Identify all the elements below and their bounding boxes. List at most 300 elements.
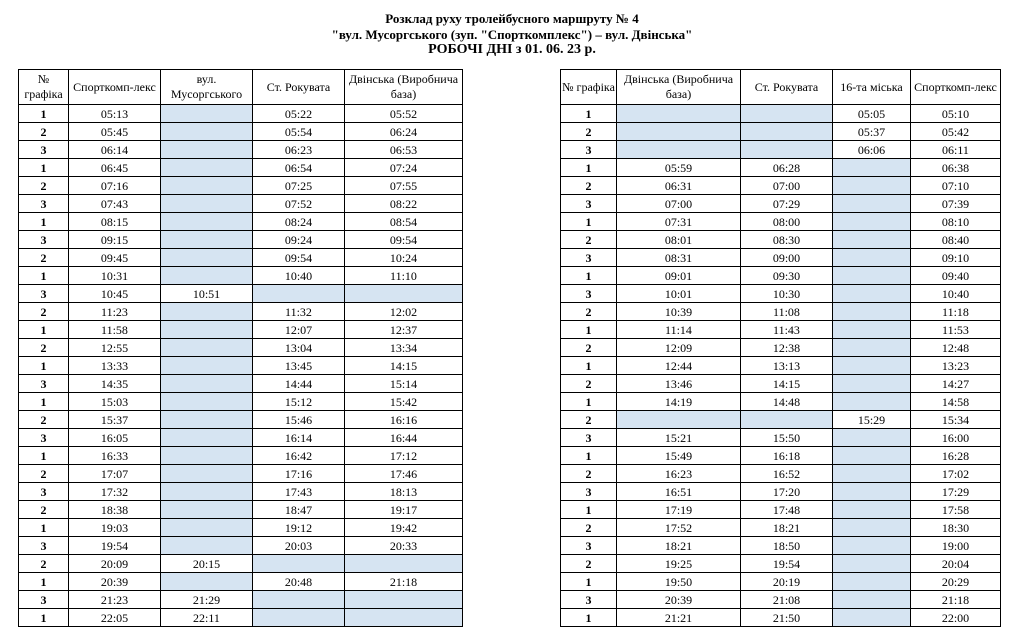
schedule-number-cell: 3 <box>561 285 617 303</box>
time-cell <box>345 609 463 627</box>
table-row <box>19 465 463 483</box>
time-cell: 11:23 <box>69 303 161 321</box>
column-header-st-rokuvata: Ст. Рокувата <box>253 70 345 105</box>
column-header-st-rokuvata: Ст. Рокувата <box>741 70 833 105</box>
schedule-number-cell: 2 <box>561 339 617 357</box>
schedule-number-cell: 1 <box>561 159 617 177</box>
time-cell: 08:10 <box>911 213 1001 231</box>
time-cell: 14:27 <box>911 375 1001 393</box>
time-cell: 19:50 <box>617 573 741 591</box>
schedule-number-cell: 1 <box>561 213 617 231</box>
time-cell: 16:18 <box>741 447 833 465</box>
time-cell: 21:50 <box>741 609 833 627</box>
time-cell: 09:54 <box>253 249 345 267</box>
time-cell: 16:00 <box>911 429 1001 447</box>
time-cell: 19:17 <box>345 501 463 519</box>
schedule-number-cell: 2 <box>19 501 69 519</box>
schedule-number-cell: 3 <box>19 231 69 249</box>
time-cell: 17:43 <box>253 483 345 501</box>
table-row <box>19 159 463 177</box>
time-cell: 06:45 <box>69 159 161 177</box>
table-row <box>19 393 463 411</box>
schedule-number-cell: 3 <box>561 429 617 447</box>
time-cell: 20:09 <box>69 555 161 573</box>
schedule-number-cell: 3 <box>19 141 69 159</box>
time-cell: 19:54 <box>741 555 833 573</box>
schedule-number-cell: 2 <box>19 555 69 573</box>
time-cell: 16:16 <box>345 411 463 429</box>
time-cell <box>161 105 253 123</box>
time-cell: 20:39 <box>617 591 741 609</box>
schedule-number-cell: 1 <box>19 447 69 465</box>
time-cell: 14:35 <box>69 375 161 393</box>
time-cell: 11:08 <box>741 303 833 321</box>
time-cell: 06:54 <box>253 159 345 177</box>
time-cell <box>161 447 253 465</box>
schedule-number-cell: 3 <box>561 591 617 609</box>
time-cell: 08:00 <box>741 213 833 231</box>
time-cell <box>833 231 911 249</box>
time-cell: 10:40 <box>911 285 1001 303</box>
time-cell: 17:32 <box>69 483 161 501</box>
time-cell: 08:24 <box>253 213 345 231</box>
time-cell <box>833 573 911 591</box>
time-cell: 12:55 <box>69 339 161 357</box>
time-cell: 17:20 <box>741 483 833 501</box>
time-cell: 19:03 <box>69 519 161 537</box>
time-cell <box>161 303 253 321</box>
schedule-number-cell: 1 <box>561 573 617 591</box>
table-row <box>561 501 1001 519</box>
table-row <box>561 375 1001 393</box>
time-cell <box>833 537 911 555</box>
time-cell: 07:00 <box>741 177 833 195</box>
table-row <box>561 537 1001 555</box>
time-cell: 14:15 <box>345 357 463 375</box>
schedule-number-cell: 3 <box>19 195 69 213</box>
time-cell: 21:08 <box>741 591 833 609</box>
time-cell: 09:45 <box>69 249 161 267</box>
table-row <box>19 303 463 321</box>
schedule-number-cell: 1 <box>561 501 617 519</box>
time-cell: 17:58 <box>911 501 1001 519</box>
schedule-number-cell: 2 <box>561 555 617 573</box>
time-cell: 17:29 <box>911 483 1001 501</box>
time-cell: 08:40 <box>911 231 1001 249</box>
time-cell: 22:11 <box>161 609 253 627</box>
time-cell: 13:13 <box>741 357 833 375</box>
time-cell: 20:15 <box>161 555 253 573</box>
schedule-number-cell: 2 <box>561 177 617 195</box>
time-cell: 07:10 <box>911 177 1001 195</box>
table-row <box>561 303 1001 321</box>
time-cell <box>161 411 253 429</box>
schedule-number-cell: 2 <box>19 177 69 195</box>
time-cell: 07:52 <box>253 195 345 213</box>
time-cell <box>617 141 741 159</box>
time-cell: 14:15 <box>741 375 833 393</box>
time-cell: 05:45 <box>69 123 161 141</box>
schedule-number-cell: 1 <box>19 393 69 411</box>
schedule-number-cell: 2 <box>561 411 617 429</box>
table-row <box>561 591 1001 609</box>
time-cell: 06:24 <box>345 123 463 141</box>
schedule-number-cell: 3 <box>19 591 69 609</box>
table-row <box>19 609 463 627</box>
time-cell: 09:10 <box>911 249 1001 267</box>
time-cell <box>741 105 833 123</box>
table-row <box>19 537 463 555</box>
time-cell: 13:23 <box>911 357 1001 375</box>
time-cell <box>833 393 911 411</box>
time-cell: 14:48 <box>741 393 833 411</box>
route-name: "вул. Мусоргського (зуп. "Спорткомплекс") – вул. Двінська" <box>331 27 693 42</box>
time-cell: 16:44 <box>345 429 463 447</box>
time-cell <box>833 321 911 339</box>
time-cell <box>253 285 345 303</box>
time-cell: 18:21 <box>741 519 833 537</box>
schedule-number-cell: 3 <box>561 141 617 159</box>
time-cell <box>345 555 463 573</box>
time-cell: 06:31 <box>617 177 741 195</box>
table-row <box>19 195 463 213</box>
time-cell: 18:13 <box>345 483 463 501</box>
time-cell: 08:30 <box>741 231 833 249</box>
time-cell: 13:45 <box>253 357 345 375</box>
time-cell: 16:05 <box>69 429 161 447</box>
time-cell: 05:13 <box>69 105 161 123</box>
table-row <box>561 483 1001 501</box>
schedule-number-cell: 3 <box>19 483 69 501</box>
schedule-number-cell: 1 <box>561 447 617 465</box>
column-header-dvinska: Двінська (Виробнича база) <box>617 70 741 105</box>
schedule-table-direction-dvinska <box>18 69 463 627</box>
time-cell: 09:00 <box>741 249 833 267</box>
time-cell: 20:39 <box>69 573 161 591</box>
time-cell: 15:42 <box>345 393 463 411</box>
schedule-number-cell: 3 <box>19 375 69 393</box>
time-cell: 21:21 <box>617 609 741 627</box>
table-row <box>561 411 1001 429</box>
time-cell: 06:38 <box>911 159 1001 177</box>
time-cell: 11:43 <box>741 321 833 339</box>
column-header-musorgskoho: вул. Мусоргського <box>161 70 253 105</box>
schedule-number-cell: 1 <box>19 159 69 177</box>
time-cell: 20:19 <box>741 573 833 591</box>
schedule-number-cell: 3 <box>19 537 69 555</box>
time-cell <box>161 339 253 357</box>
time-cell <box>833 519 911 537</box>
schedule-number-cell: 2 <box>561 465 617 483</box>
time-cell: 12:38 <box>741 339 833 357</box>
time-cell: 16:42 <box>253 447 345 465</box>
time-cell: 08:31 <box>617 249 741 267</box>
time-cell: 15:50 <box>741 429 833 447</box>
time-cell: 12:37 <box>345 321 463 339</box>
time-cell: 22:00 <box>911 609 1001 627</box>
time-cell: 08:15 <box>69 213 161 231</box>
schedule-number-cell: 1 <box>19 519 69 537</box>
time-cell <box>833 303 911 321</box>
schedule-number-cell: 1 <box>19 213 69 231</box>
time-cell: 17:46 <box>345 465 463 483</box>
time-cell: 06:11 <box>911 141 1001 159</box>
time-cell: 11:53 <box>911 321 1001 339</box>
time-cell: 11:10 <box>345 267 463 285</box>
time-cell <box>161 465 253 483</box>
time-cell: 11:18 <box>911 303 1001 321</box>
time-cell: 12:09 <box>617 339 741 357</box>
time-cell: 06:06 <box>833 141 911 159</box>
schedule-number-cell: 2 <box>561 123 617 141</box>
table-row <box>561 339 1001 357</box>
table-row <box>19 339 463 357</box>
time-cell: 11:58 <box>69 321 161 339</box>
schedule-table-direction-sportkompleks <box>560 69 1001 627</box>
time-cell: 21:29 <box>161 591 253 609</box>
time-cell: 12:44 <box>617 357 741 375</box>
time-cell: 14:58 <box>911 393 1001 411</box>
schedule-number-cell: 2 <box>561 375 617 393</box>
time-cell: 20:03 <box>253 537 345 555</box>
time-cell <box>161 375 253 393</box>
table-row <box>561 429 1001 447</box>
time-cell: 08:22 <box>345 195 463 213</box>
table-row <box>561 465 1001 483</box>
table-row <box>561 195 1001 213</box>
time-cell: 07:24 <box>345 159 463 177</box>
schedule-number-cell: 2 <box>19 339 69 357</box>
time-cell: 07:00 <box>617 195 741 213</box>
table-row <box>561 105 1001 123</box>
schedule-number-cell: 3 <box>561 537 617 555</box>
time-cell <box>833 177 911 195</box>
schedule-number-cell: 1 <box>561 609 617 627</box>
table-row <box>561 159 1001 177</box>
schedule-number-cell: 3 <box>561 249 617 267</box>
table-row <box>561 285 1001 303</box>
time-cell <box>617 123 741 141</box>
time-cell: 16:33 <box>69 447 161 465</box>
time-cell <box>833 285 911 303</box>
table-row <box>561 141 1001 159</box>
time-cell <box>833 159 911 177</box>
column-header-sportkompleks: Спорткомп-лекс <box>911 70 1001 105</box>
schedule-title: Розклад руху тролейбусного маршруту № 4 <box>385 11 639 26</box>
time-cell <box>741 411 833 429</box>
time-cell: 05:59 <box>617 159 741 177</box>
table-row <box>561 267 1001 285</box>
time-cell <box>833 249 911 267</box>
time-cell: 19:25 <box>617 555 741 573</box>
time-cell: 15:14 <box>345 375 463 393</box>
schedule-number-cell: 2 <box>561 231 617 249</box>
time-cell: 12:02 <box>345 303 463 321</box>
time-cell: 05:42 <box>911 123 1001 141</box>
time-cell <box>833 357 911 375</box>
time-cell <box>833 591 911 609</box>
time-cell <box>617 105 741 123</box>
time-cell: 15:34 <box>911 411 1001 429</box>
time-cell: 14:44 <box>253 375 345 393</box>
time-cell: 07:43 <box>69 195 161 213</box>
time-cell: 22:05 <box>69 609 161 627</box>
table-row <box>561 357 1001 375</box>
table-row <box>19 177 463 195</box>
time-cell: 09:40 <box>911 267 1001 285</box>
schedule-number-cell: 2 <box>19 411 69 429</box>
table-row <box>19 213 463 231</box>
time-cell: 10:30 <box>741 285 833 303</box>
table-row <box>19 447 463 465</box>
time-cell: 09:30 <box>741 267 833 285</box>
time-cell: 12:48 <box>911 339 1001 357</box>
time-cell: 09:01 <box>617 267 741 285</box>
schedule-period: РОБОЧІ ДНІ з 01. 06. 23 р. <box>428 42 596 57</box>
time-cell: 09:24 <box>253 231 345 249</box>
time-cell: 06:14 <box>69 141 161 159</box>
table-row <box>19 375 463 393</box>
time-cell: 08:54 <box>345 213 463 231</box>
time-cell: 18:38 <box>69 501 161 519</box>
time-cell <box>161 141 253 159</box>
table-row <box>19 249 463 267</box>
time-cell: 05:22 <box>253 105 345 123</box>
time-cell <box>161 519 253 537</box>
table-row <box>561 321 1001 339</box>
schedule-number-cell: 1 <box>561 357 617 375</box>
time-cell: 16:23 <box>617 465 741 483</box>
time-cell <box>161 195 253 213</box>
time-cell <box>741 123 833 141</box>
column-header-16-ta-miska: 16-та міська <box>833 70 911 105</box>
column-header-schedule-number: № графіка <box>561 70 617 105</box>
schedule-number-cell: 3 <box>561 483 617 501</box>
time-cell <box>741 141 833 159</box>
time-cell <box>833 375 911 393</box>
table-header-row <box>19 70 463 105</box>
time-cell: 07:31 <box>617 213 741 231</box>
schedule-number-cell: 2 <box>19 303 69 321</box>
time-cell <box>161 213 253 231</box>
time-cell: 12:07 <box>253 321 345 339</box>
time-cell <box>833 267 911 285</box>
time-cell <box>161 393 253 411</box>
schedule-number-cell: 1 <box>561 321 617 339</box>
time-cell: 20:29 <box>911 573 1001 591</box>
schedule-number-cell: 1 <box>19 609 69 627</box>
time-cell: 05:52 <box>345 105 463 123</box>
time-cell: 17:19 <box>617 501 741 519</box>
column-header-dvinska: Двінська (Виробнича база) <box>345 70 463 105</box>
time-cell: 07:29 <box>741 195 833 213</box>
time-cell: 08:01 <box>617 231 741 249</box>
time-cell: 19:12 <box>253 519 345 537</box>
schedule-number-cell: 1 <box>561 267 617 285</box>
time-cell: 10:45 <box>69 285 161 303</box>
time-cell: 15:49 <box>617 447 741 465</box>
table-row <box>19 267 463 285</box>
time-cell <box>161 321 253 339</box>
schedule-number-cell: 2 <box>19 249 69 267</box>
time-cell <box>345 285 463 303</box>
time-cell: 17:12 <box>345 447 463 465</box>
time-cell: 07:16 <box>69 177 161 195</box>
table-row <box>19 555 463 573</box>
table-row <box>561 573 1001 591</box>
time-cell: 10:40 <box>253 267 345 285</box>
schedule-number-cell: 3 <box>19 285 69 303</box>
time-cell: 17:48 <box>741 501 833 519</box>
time-cell: 17:07 <box>69 465 161 483</box>
time-cell: 19:42 <box>345 519 463 537</box>
time-cell: 18:30 <box>911 519 1001 537</box>
time-cell: 17:52 <box>617 519 741 537</box>
time-cell <box>253 555 345 573</box>
column-header-sportkompleks: Спорткомп-лекс <box>69 70 161 105</box>
schedule-number-cell: 2 <box>561 519 617 537</box>
time-cell: 19:54 <box>69 537 161 555</box>
schedule-number-cell: 1 <box>19 105 69 123</box>
time-cell <box>833 447 911 465</box>
time-cell: 16:51 <box>617 483 741 501</box>
schedule-number-cell: 1 <box>19 267 69 285</box>
time-cell: 17:16 <box>253 465 345 483</box>
time-cell: 07:39 <box>911 195 1001 213</box>
time-cell: 06:23 <box>253 141 345 159</box>
time-cell <box>161 573 253 591</box>
time-cell <box>833 501 911 519</box>
time-cell: 18:50 <box>741 537 833 555</box>
time-cell: 16:14 <box>253 429 345 447</box>
time-cell: 13:33 <box>69 357 161 375</box>
time-cell: 18:21 <box>617 537 741 555</box>
table-row <box>19 357 463 375</box>
time-cell <box>161 249 253 267</box>
schedule-number-cell: 1 <box>561 393 617 411</box>
time-cell <box>345 591 463 609</box>
schedule-number-cell: 1 <box>19 357 69 375</box>
time-cell: 19:00 <box>911 537 1001 555</box>
table-row <box>561 123 1001 141</box>
table-row <box>561 555 1001 573</box>
time-cell: 05:10 <box>911 105 1001 123</box>
table-row <box>19 231 463 249</box>
time-cell: 15:37 <box>69 411 161 429</box>
time-cell: 11:14 <box>617 321 741 339</box>
time-cell <box>617 411 741 429</box>
table-row <box>19 411 463 429</box>
table-row <box>19 429 463 447</box>
time-cell <box>161 177 253 195</box>
time-cell: 07:55 <box>345 177 463 195</box>
table-row <box>19 483 463 501</box>
table-row <box>561 213 1001 231</box>
table-row <box>561 231 1001 249</box>
schedule-number-cell: 2 <box>19 465 69 483</box>
time-cell: 15:03 <box>69 393 161 411</box>
time-cell: 10:01 <box>617 285 741 303</box>
time-cell: 09:54 <box>345 231 463 249</box>
table-row <box>19 285 463 303</box>
time-cell: 21:18 <box>345 573 463 591</box>
time-cell: 20:04 <box>911 555 1001 573</box>
time-cell: 05:37 <box>833 123 911 141</box>
table-row <box>19 123 463 141</box>
time-cell <box>833 555 911 573</box>
time-cell: 05:05 <box>833 105 911 123</box>
time-cell: 20:48 <box>253 573 345 591</box>
